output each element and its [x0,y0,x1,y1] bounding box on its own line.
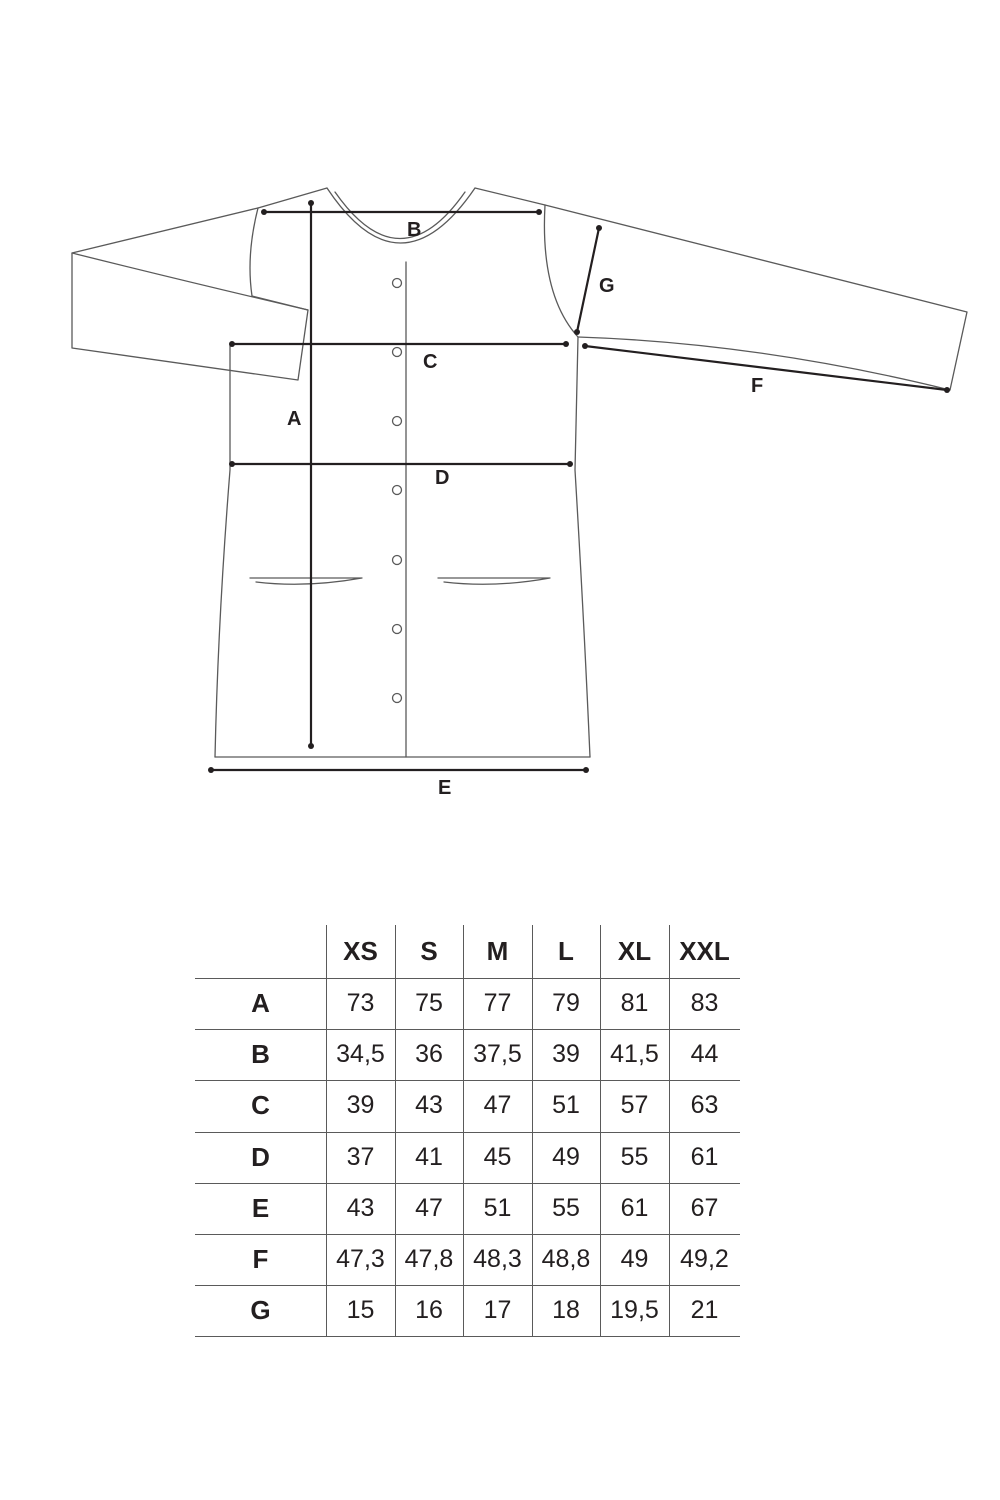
measurement-label-e: E [438,777,452,799]
row-label: B [251,1039,270,1070]
size-value: 37,5 [473,1040,522,1069]
row-divider [195,1183,740,1184]
measurement-label-g: G [599,275,615,297]
size-value: 47 [415,1193,443,1222]
size-value: 19,5 [610,1296,659,1325]
size-value: 55 [552,1193,580,1222]
column-divider [532,925,533,1336]
measurement-label-a: A [287,408,302,430]
row-divider [195,1336,740,1337]
measurement-label-c: C [423,351,438,373]
column-divider [463,925,464,1336]
size-header: XS [343,936,378,966]
garment-button [393,279,402,288]
measurement-label-d: D [435,467,450,489]
size-value: 67 [690,1193,719,1222]
measurement-label-f: F [751,375,764,397]
size-value: 49 [620,1245,649,1273]
size-value: 36 [415,1040,443,1069]
size-value: 49,2 [680,1245,729,1273]
size-value: 51 [483,1193,512,1222]
size-value: 43 [346,1193,375,1222]
size-value: 63 [690,1091,719,1120]
size-value: 18 [552,1296,580,1325]
row-divider [195,1285,740,1286]
size-value: 39 [346,1091,375,1120]
measurement-a [287,200,314,749]
row-label: F [252,1244,269,1274]
measurement-d [229,461,573,489]
garment-button [393,417,402,426]
size-value: 16 [415,1296,443,1325]
size-value: 21 [690,1296,719,1325]
size-value: 45 [483,1142,512,1171]
row-divider [195,1080,740,1081]
size-value: 41,5 [610,1040,659,1069]
garment-button [393,556,402,565]
size-header: S [420,936,438,966]
size-value: 61 [690,1142,719,1171]
row-label: A [251,988,270,1018]
size-value: 47,3 [336,1245,385,1273]
column-divider [395,925,396,1336]
header-divider [195,978,740,979]
column-divider [669,925,670,1336]
size-value: 81 [620,989,649,1017]
row-label: D [251,1141,270,1172]
size-value: 34,5 [336,1040,385,1069]
column-divider [600,925,601,1336]
row-label: G [250,1295,271,1326]
size-value: 41 [415,1142,443,1171]
size-value: 77 [483,989,512,1017]
size-value: 73 [346,989,375,1017]
size-value: 43 [415,1091,443,1120]
measurement-e [208,767,589,799]
size-header: XL [617,936,652,966]
size-header: L [558,936,574,966]
size-value: 55 [620,1142,649,1171]
measurement-b [261,209,542,241]
row-label: C [251,1090,270,1121]
size-value: 83 [690,989,719,1017]
size-value: 49 [552,1142,580,1171]
size-header: M [486,936,509,966]
measurement-c [229,341,569,373]
garment-outline [72,188,967,757]
size-value: 57 [620,1091,649,1120]
size-value: 48,8 [541,1245,591,1273]
column-divider [326,925,327,1336]
size-value: 79 [552,989,580,1017]
size-header: XXL [679,936,730,966]
measurement-g [574,225,615,335]
measurement-f [582,343,950,397]
size-value: 75 [415,989,443,1017]
garment-button [393,486,402,495]
garment-button [393,348,402,357]
garment-button [393,625,402,634]
row-divider [195,1234,740,1235]
row-divider [195,1132,740,1133]
size-value: 47 [483,1091,512,1120]
size-value: 17 [483,1296,512,1325]
size-value: 37 [346,1142,375,1171]
size-value: 47,8 [404,1245,454,1273]
size-value: 15 [346,1296,375,1325]
size-value: 44 [690,1040,719,1069]
size-value: 61 [620,1193,649,1222]
button-row [393,279,402,703]
size-value: 51 [552,1091,580,1120]
size-value: 48,3 [473,1245,522,1273]
measurement-label-b: B [407,219,422,241]
row-divider [195,1029,740,1030]
row-label: E [251,1192,270,1223]
size-value: 39 [552,1040,580,1069]
garment-button [393,694,402,703]
